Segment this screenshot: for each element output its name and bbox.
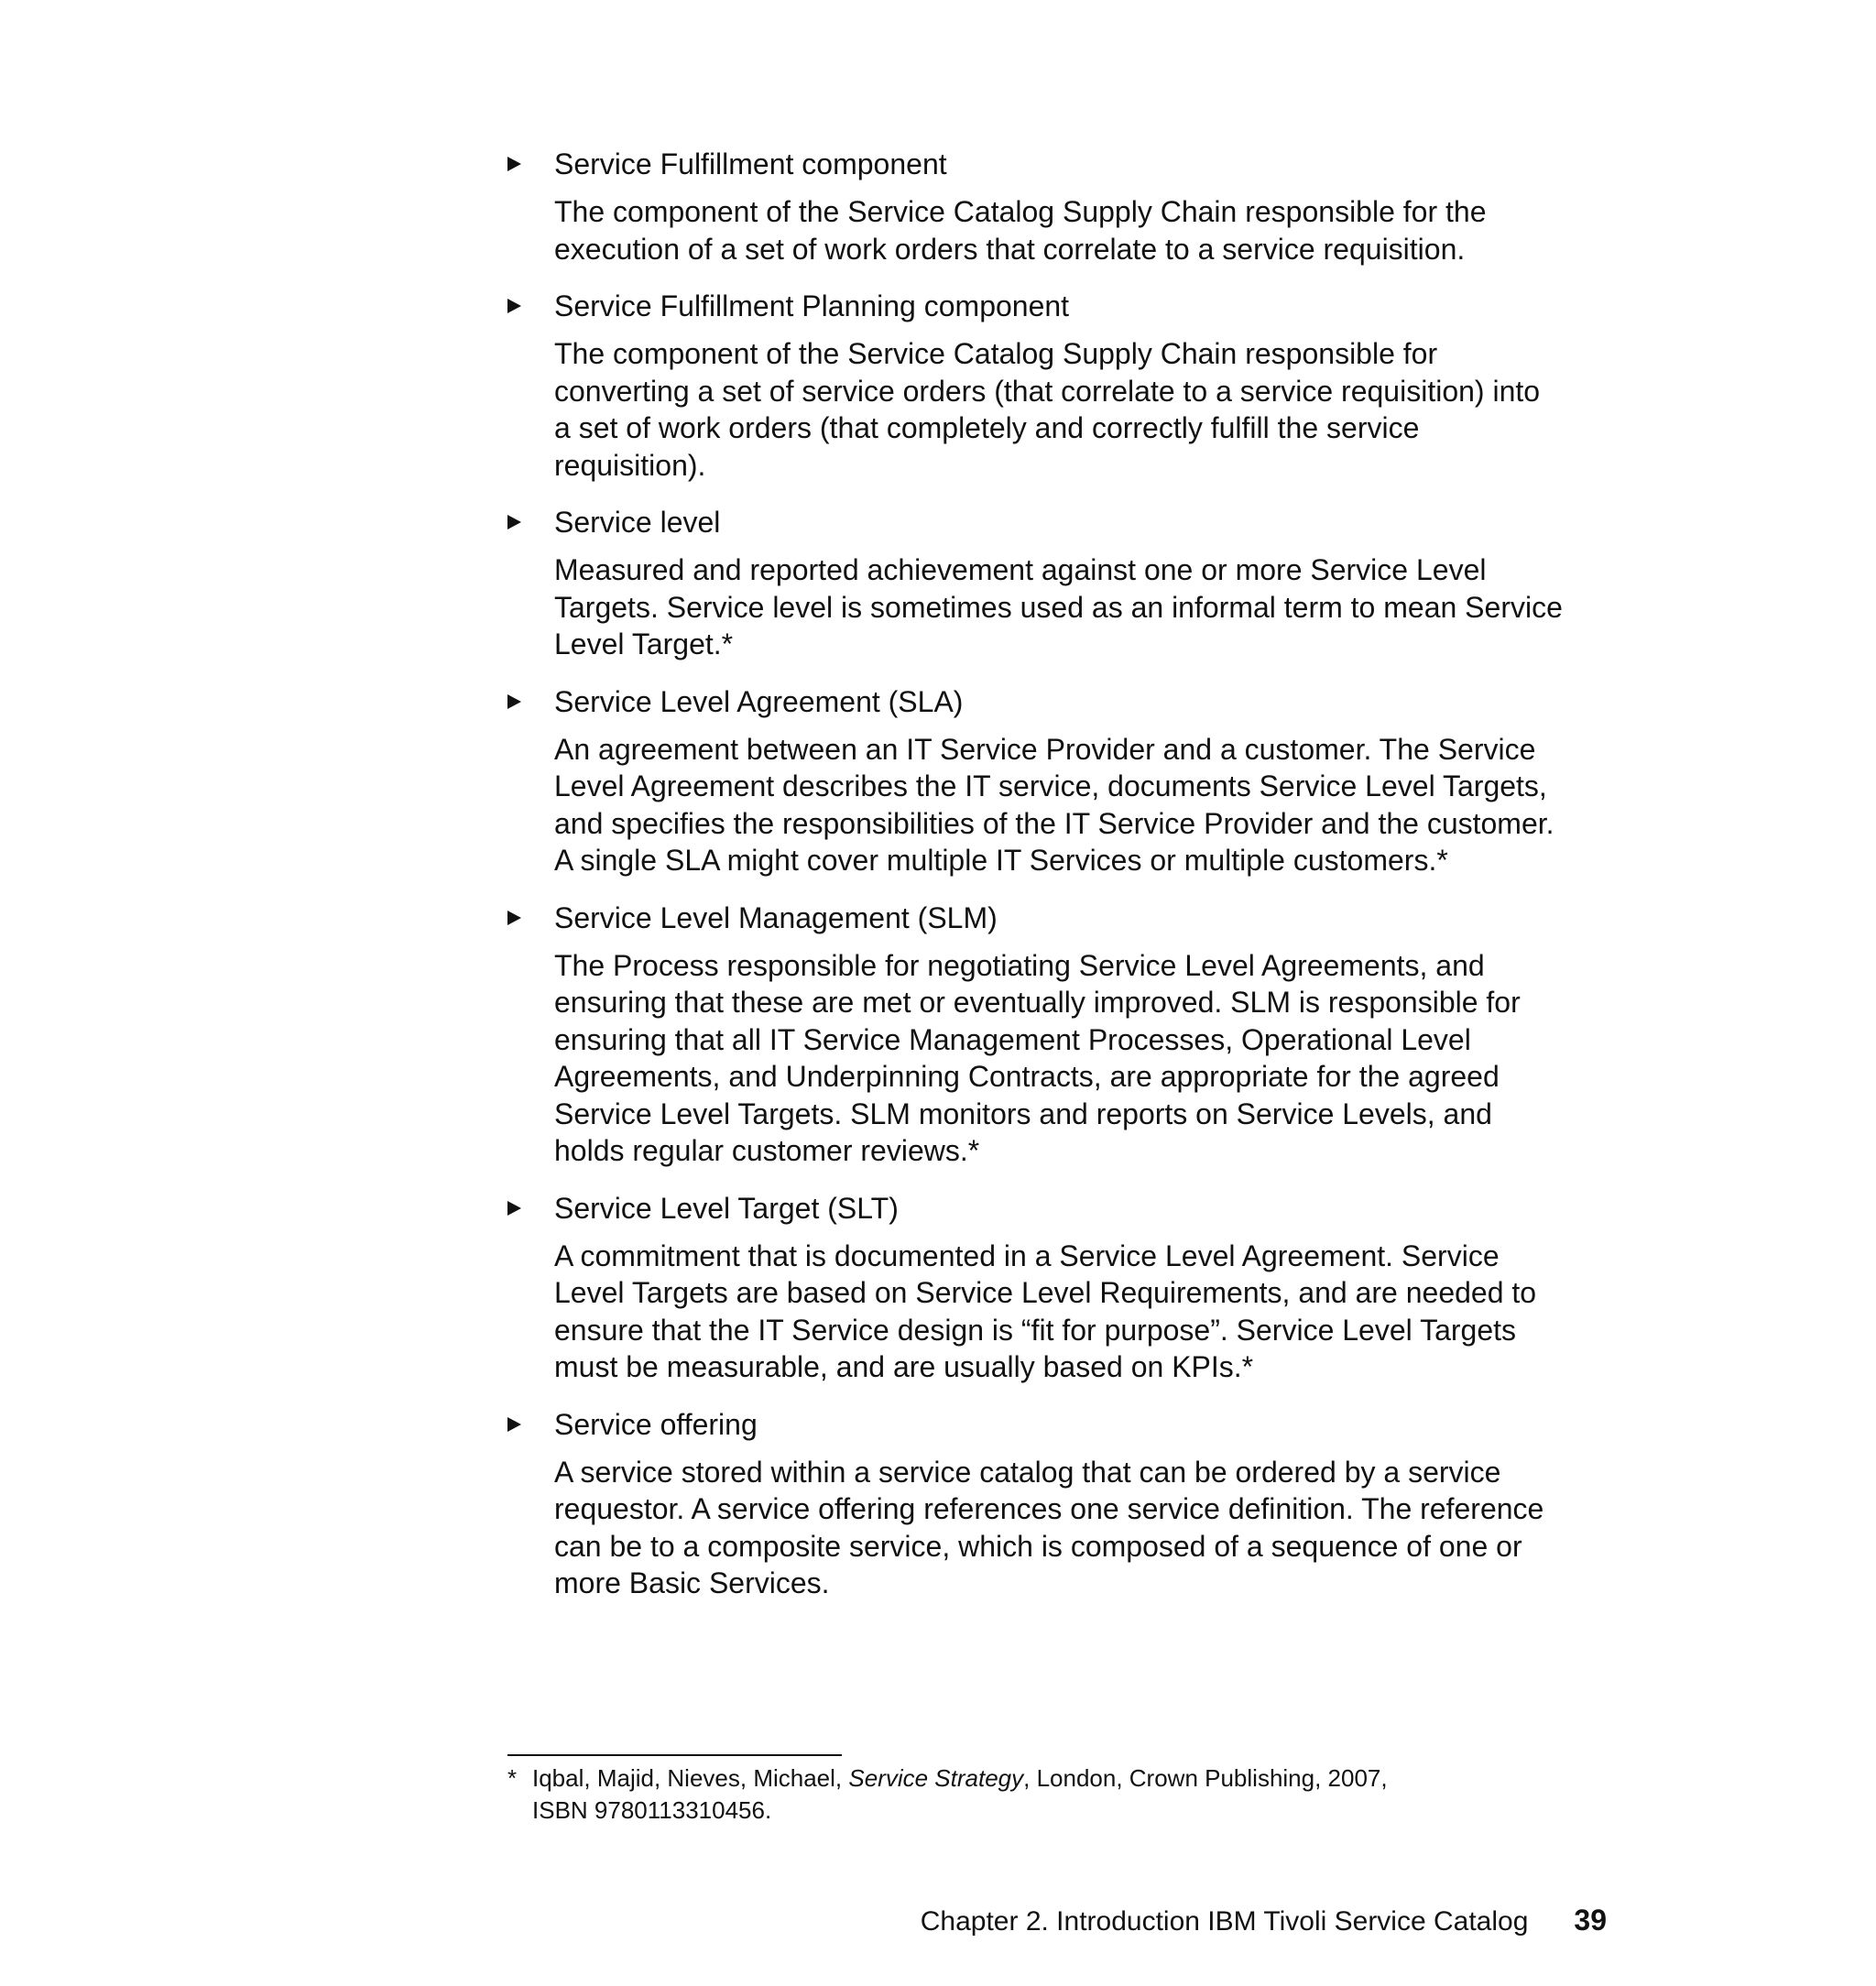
definition-line: A single SLA might cover multiple IT Services or multiple customers.* — [554, 844, 1448, 877]
glossary-term: Service Level Management (SLM) — [554, 900, 998, 934]
definition-line: Level Agreement describes the IT service, documents Service Level Targets, — [554, 769, 1547, 802]
glossary-entry — [507, 1402, 1607, 1602]
definition-line: a set of work orders (that completely and correctly fulfill the service — [554, 411, 1420, 444]
definition-line: Measured and reported achievement against one or more Service Level — [554, 553, 1487, 586]
definition-line: holds regular customer reviews.* — [554, 1134, 980, 1167]
footnote-book-title: Service Strategy — [848, 1764, 1024, 1792]
page-number: 39 — [1574, 1904, 1607, 1937]
footnote-text — [532, 1762, 1561, 1827]
definition-line: An agreement between an IT Service Provider and a customer. The Service — [554, 732, 1536, 766]
definition-line: The Process responsible for negotiating Service Level Agreements, and — [554, 948, 1485, 982]
glossary-term-row — [507, 1402, 1607, 1447]
glossary-entry — [507, 141, 1607, 267]
glossary-term-row — [507, 141, 1607, 187]
definition-line: Agreements, and Underpinning Contracts, are appropriate for the agreed — [554, 1060, 1500, 1093]
definition-line: A commitment that is documented in a Service Level Agreement. Service — [554, 1239, 1500, 1272]
glossary-term-row — [507, 1185, 1607, 1231]
glossary-definition — [554, 1238, 1607, 1386]
definition-line: Service Level Targets. SLM monitors and reports on Service Levels, and — [554, 1097, 1492, 1130]
glossary-entry — [507, 679, 1607, 879]
bullet-triangle-icon — [507, 911, 521, 925]
glossary-definition — [554, 1454, 1607, 1602]
definition-line: execution of a set of work orders that correlate to a service requisition. — [554, 232, 1466, 266]
footnote-publication: , London, Crown Publishing, 2007, — [1023, 1764, 1388, 1792]
bullet-triangle-icon — [507, 1417, 521, 1432]
definition-line: ensuring that all IT Service Management Processes, Operational Level — [554, 1022, 1471, 1056]
bullet-triangle-icon — [507, 157, 521, 171]
definition-line: The component of the Service Catalog Supply Chain responsible for the — [554, 195, 1487, 228]
bullet-triangle-icon — [507, 694, 521, 709]
glossary-definition — [554, 335, 1607, 484]
glossary-term: Service Fulfillment Planning component — [554, 289, 1070, 322]
glossary-definition — [554, 731, 1607, 879]
glossary-list — [507, 141, 1607, 1618]
glossary-term: Service offering — [554, 1407, 758, 1441]
glossary-entry — [507, 499, 1607, 663]
footnote-isbn: ISBN 9780113310456. — [532, 1796, 772, 1824]
definition-line: Level Target.* — [554, 627, 734, 660]
page-footer — [921, 1900, 1607, 1940]
definition-line: requestor. A service offering references one service definition. The reference — [554, 1492, 1544, 1525]
definition-line: The component of the Service Catalog Supply Chain responsible for — [554, 337, 1438, 370]
glossary-definition — [554, 193, 1607, 267]
glossary-term: Service level — [554, 506, 721, 539]
glossary-term-row — [507, 499, 1607, 545]
footnote — [507, 1762, 1561, 1827]
glossary-entry — [507, 283, 1607, 484]
definition-line: Level Targets are based on Service Level Requirements, and are needed to — [554, 1276, 1537, 1309]
footnote-line-1 — [532, 1762, 1561, 1795]
bullet-triangle-icon — [507, 299, 521, 313]
glossary-term: Service Fulfillment component — [554, 147, 947, 180]
glossary-definition — [554, 947, 1607, 1170]
chapter-title: Chapter 2. Introduction IBM Tivoli Service Catalog — [920, 1906, 1529, 1937]
glossary-term: Service Level Target (SLT) — [554, 1191, 899, 1225]
glossary-term-row — [507, 283, 1607, 329]
footnote-marker: * — [507, 1764, 518, 1792]
definition-line: must be measurable, and are usually based on KPIs.* — [554, 1350, 1254, 1383]
glossary-entry — [507, 895, 1607, 1170]
definition-line: requisition). — [554, 448, 706, 482]
glossary-term: Service Level Agreement (SLA) — [554, 684, 964, 718]
footnote-authors: Iqbal, Majid, Nieves, Michael, — [532, 1764, 849, 1792]
definition-line: ensuring that these are met or eventually improved. SLM is responsible for — [554, 986, 1521, 1019]
definition-line: Targets. Service level is sometimes used as an informal term to mean Service — [554, 590, 1563, 624]
glossary-term-row — [507, 679, 1607, 725]
definition-line: and specifies the responsibilities of the IT Service Provider and the customer. — [554, 806, 1554, 840]
definition-line: ensure that the IT Service design is “fit for purpose”. Service Level Targets — [554, 1313, 1516, 1347]
footnote-divider — [507, 1754, 842, 1756]
glossary-term-row — [507, 895, 1607, 941]
glossary-definition — [554, 551, 1607, 663]
definition-line: more Basic Services. — [554, 1566, 830, 1599]
definition-line: converting a set of service orders (that correlate to a service requisition) into — [554, 374, 1541, 408]
definition-line: A service stored within a service catalog that can be ordered by a service — [554, 1455, 1501, 1489]
definition-line: can be to a composite service, which is composed of a sequence of one or — [554, 1529, 1522, 1563]
bullet-triangle-icon — [507, 515, 521, 529]
bullet-triangle-icon — [507, 1201, 521, 1216]
glossary-entry — [507, 1185, 1607, 1386]
